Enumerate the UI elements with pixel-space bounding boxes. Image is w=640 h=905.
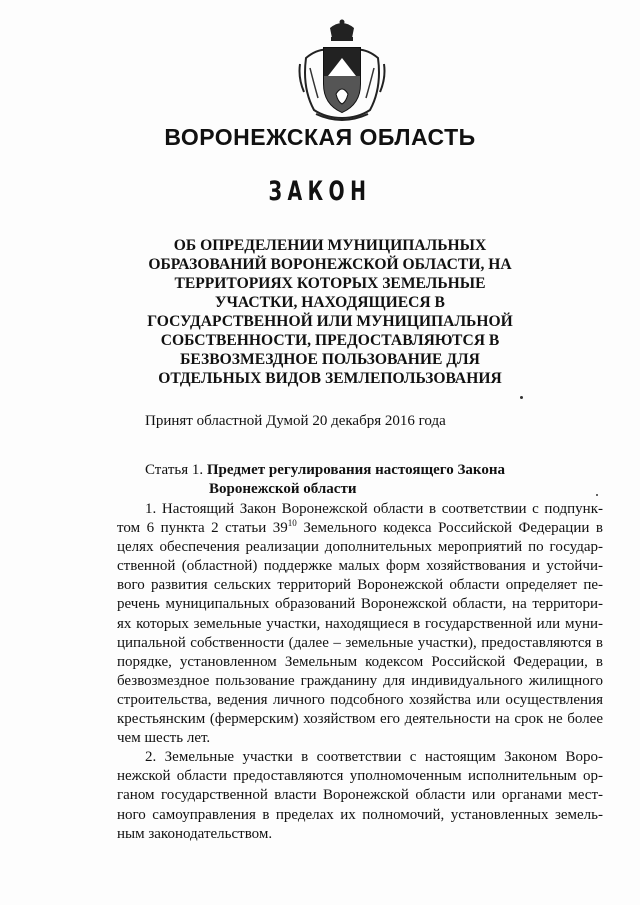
law-title-line: ОТДЕЛЬНЫХ ВИДОВ ЗЕМЛЕПОЛЬЗОВАНИЯ xyxy=(158,370,502,387)
paragraph-line: ганом государственной власти Воронежской области или органами мест- xyxy=(117,787,603,804)
article-heading xyxy=(145,461,505,499)
adoption-date: Принят областной Думой 20 декабря 2016 года xyxy=(145,413,446,429)
scan-speck xyxy=(596,494,598,496)
scan-speck xyxy=(520,396,523,399)
paragraph-text: том 6 пункта 2 статьи 39 xyxy=(117,520,288,537)
paragraph-line: целях обеспечения реализации дополнительных мероприятий по государ- xyxy=(117,539,603,556)
article-title: Предмет регулирования настоящего Закона xyxy=(206,462,505,478)
superscript: 10 xyxy=(287,518,297,529)
paragraph-line: чем шесть лет. xyxy=(117,730,211,747)
law-title-line: УЧАСТКИ, НАХОДЯЩИЕСЯ В xyxy=(215,294,445,311)
coat-of-arms-icon xyxy=(296,18,388,124)
paragraph-line: порядке, установленном Земельным кодексом Российской Федерации, в xyxy=(117,653,603,670)
law-title-line: ОБ ОПРЕДЕЛЕНИИ МУНИЦИПАЛЬНЫХ xyxy=(173,237,487,254)
article-number: Статья 1. xyxy=(145,462,207,478)
document-type: ЗАКОН xyxy=(268,176,372,207)
paragraph-line: безвозмездное пользование гражданину для индивидуального жилищного xyxy=(117,672,603,689)
paragraph-line: 1. Настоящий Закон Воронежской области в соответствии с подпунк- xyxy=(145,501,603,517)
paragraph-line: вого развития сельских территорий Воронежской области определяет пе- xyxy=(117,577,603,594)
paragraph-line: нежской области предоставляются уполномоченным исполнительным ор- xyxy=(117,768,603,785)
paragraph-line: строительства, ведения личного подсобного хозяйства или осуществления xyxy=(117,691,603,708)
paragraph-line: ственной (областной) поддержке малых форм хозяйствования и устойчи- xyxy=(117,558,603,575)
article-body xyxy=(117,500,603,844)
law-title-line: ОБРАЗОВАНИЙ ВОРОНЕЖСКОЙ ОБЛАСТИ, НА xyxy=(148,256,512,273)
article-title-continued: Воронежской области xyxy=(209,481,357,497)
law-title-line: СОБСТВЕННОСТИ, ПРЕДОСТАВЛЯЮТСЯ В xyxy=(160,332,500,349)
law-title-line: ТЕРРИТОРИЯХ КОТОРЫХ ЗЕМЕЛЬНЫЕ xyxy=(174,275,486,292)
law-title-line: ГОСУДАРСТВЕННОЙ ИЛИ МУНИЦИПАЛЬНОЙ xyxy=(147,313,513,330)
paragraph-line: ного самоуправления в пределах их полномочий, установленных земель- xyxy=(117,806,603,823)
law-title xyxy=(120,236,540,388)
paragraph-line: речень муниципальных образований Воронежской области, на территори- xyxy=(117,596,603,613)
paragraph-text: Земельного кодекса Российской Федерации в xyxy=(296,520,603,537)
paragraph-line: ным законодательством. xyxy=(117,825,273,842)
paragraph-line: ях которых земельные участки, находящиеся в государственной или муни- xyxy=(117,615,603,632)
paragraph-line: ципальной собственности (далее – земельные участки), предоставляются в xyxy=(117,634,603,651)
law-title-line: БЕЗВОЗМЕЗДНОЕ ПОЛЬЗОВАНИЕ ДЛЯ xyxy=(180,351,480,368)
region-title: ВОРОНЕЖСКАЯ ОБЛАСТЬ xyxy=(164,124,476,150)
paragraph-line xyxy=(117,519,603,538)
paragraph-line: 2. Земельные участки в соответствии с настоящим Законом Воро- xyxy=(145,749,603,766)
paragraph-line: крестьянским (фермерским) хозяйством его деятельности на срок не более xyxy=(117,711,603,728)
